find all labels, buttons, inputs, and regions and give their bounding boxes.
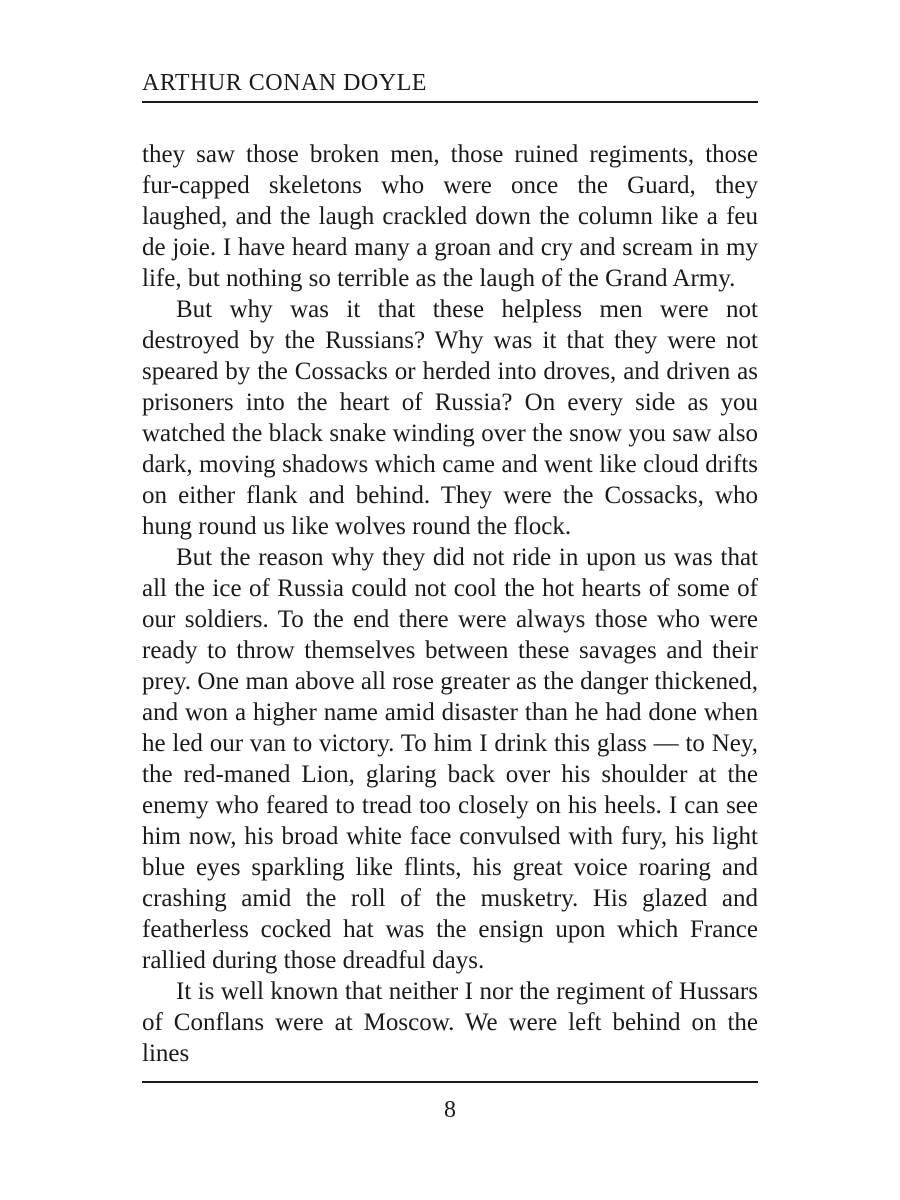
header-rule (142, 101, 758, 103)
body-text (142, 139, 758, 1069)
paragraph: But the reason why they did not ride in upon us was that all the ice of Russia could not cool the hot hearts of some of our soldiers. To the end there were always those who were ready to throw themselves between these savages and their prey. One man above all rose greater as the danger thickened, and won a higher name amid disaster than he had done when he led our van to victory. To him I drink this glass — to Ney, the red-maned Lion, glaring back over his shoulder at the enemy who feared to tread too closely on his heels. I can see him now, his broad white face convulsed with fury, his light blue eyes sparkling like flints, his great voice roaring and crashing amid the roll of the musketry. His glazed and featherless cocked hat was the ensign upon which France rallied during those dreadful days. (142, 544, 758, 974)
footer-rule (142, 1081, 758, 1083)
paragraph: they saw those broken men, those ruined regiments, those fur-capped skeletons who were once the Guard, they laughed, and the laugh crackled down the column like a feu de joie. I have heard many a groan and cry and scream in my life, but nothing so terrible as the laugh of the Grand Army. (142, 141, 758, 292)
paragraph: But why was it that these helpless men were not destroyed by the Russians? Why was it that they were not speared by the Cossacks or herded into droves, and driven as prisoners into the heart of Russia? On every side as you watched the black snake winding over the snow you saw also dark, moving shadows which came and went like cloud drifts on either flank and behind. They were the Cossacks, who hung round us like wolves round the flock. (142, 296, 758, 540)
paragraph: It is well known that neither I nor the regiment of Hussars of Conflans were at Moscow. We were left behind on the lines (142, 978, 758, 1067)
page-number: 8 (444, 1097, 456, 1123)
running-head: ARTHUR CONAN DOYLE (142, 70, 427, 96)
